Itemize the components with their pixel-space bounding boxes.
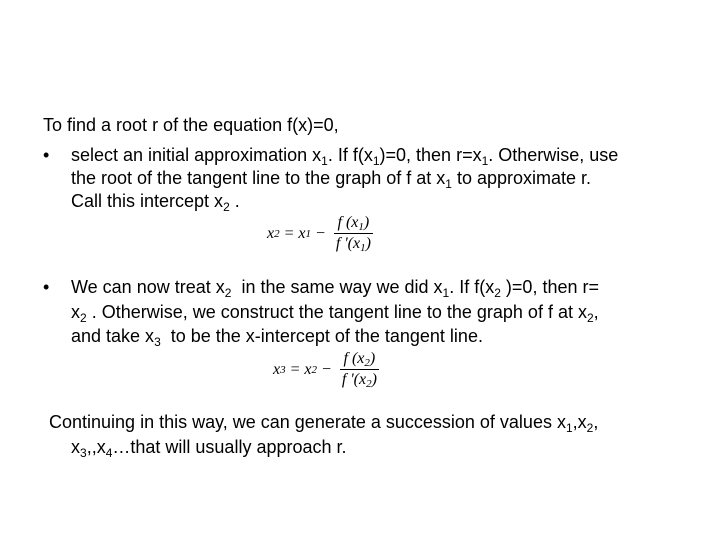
intro-label: To find a root r of the equation f(x)=0, bbox=[43, 115, 339, 135]
continuation-line-1: Continuing in this way, we can generate a succession of values $x_1,x_2$, bbox=[49, 412, 599, 435]
bullet-2-line-3: and take $x_3$ to be the x-intercept of the tangent line. bbox=[71, 326, 483, 349]
newton-formula-2: x 3 = x 2 − $\frac{f (x_2)}{f '(x_2)}$ bbox=[273, 350, 377, 390]
bullet-1-line-3: Call this intercept $x_2$ . bbox=[71, 191, 240, 214]
bullet-1-line-1: select an initial approximation $x_1$. If $f(x_1)=0$, then $r=x_1$. Otherwise, use bbox=[71, 145, 619, 168]
bullet-1-line-2: the root of the tangent line to the graph of f at $x_1$ to approximate r. bbox=[71, 168, 592, 191]
bullet-2-line-1: We can now treat $x_2$ in the same way we did $x_1$. If $f(x_2$ )=0, then r= bbox=[71, 277, 599, 300]
intro-text bbox=[43, 114, 339, 136]
bullet-2-line-2: $x_2$ . Otherwise, we construct the tangent line to the graph of f at $x_2$, bbox=[71, 302, 599, 325]
newton-formula-1: x 2 = x 1 − $\frac{f (x_1)}{f '(x_1)}$ bbox=[267, 214, 371, 254]
continuation-line-2: $x_3,,x_4\dots that$ will usually approach r. bbox=[71, 437, 347, 460]
bullet-1-marker: • bbox=[43, 145, 50, 165]
bullet-2-marker: • bbox=[43, 277, 50, 297]
formula-1-fraction: $\frac{f (x_1)}{f '(x_1)}$ bbox=[335, 214, 371, 254]
formula-2-fraction: $\frac{f (x_2)}{f '(x_2)}$ bbox=[341, 350, 377, 390]
